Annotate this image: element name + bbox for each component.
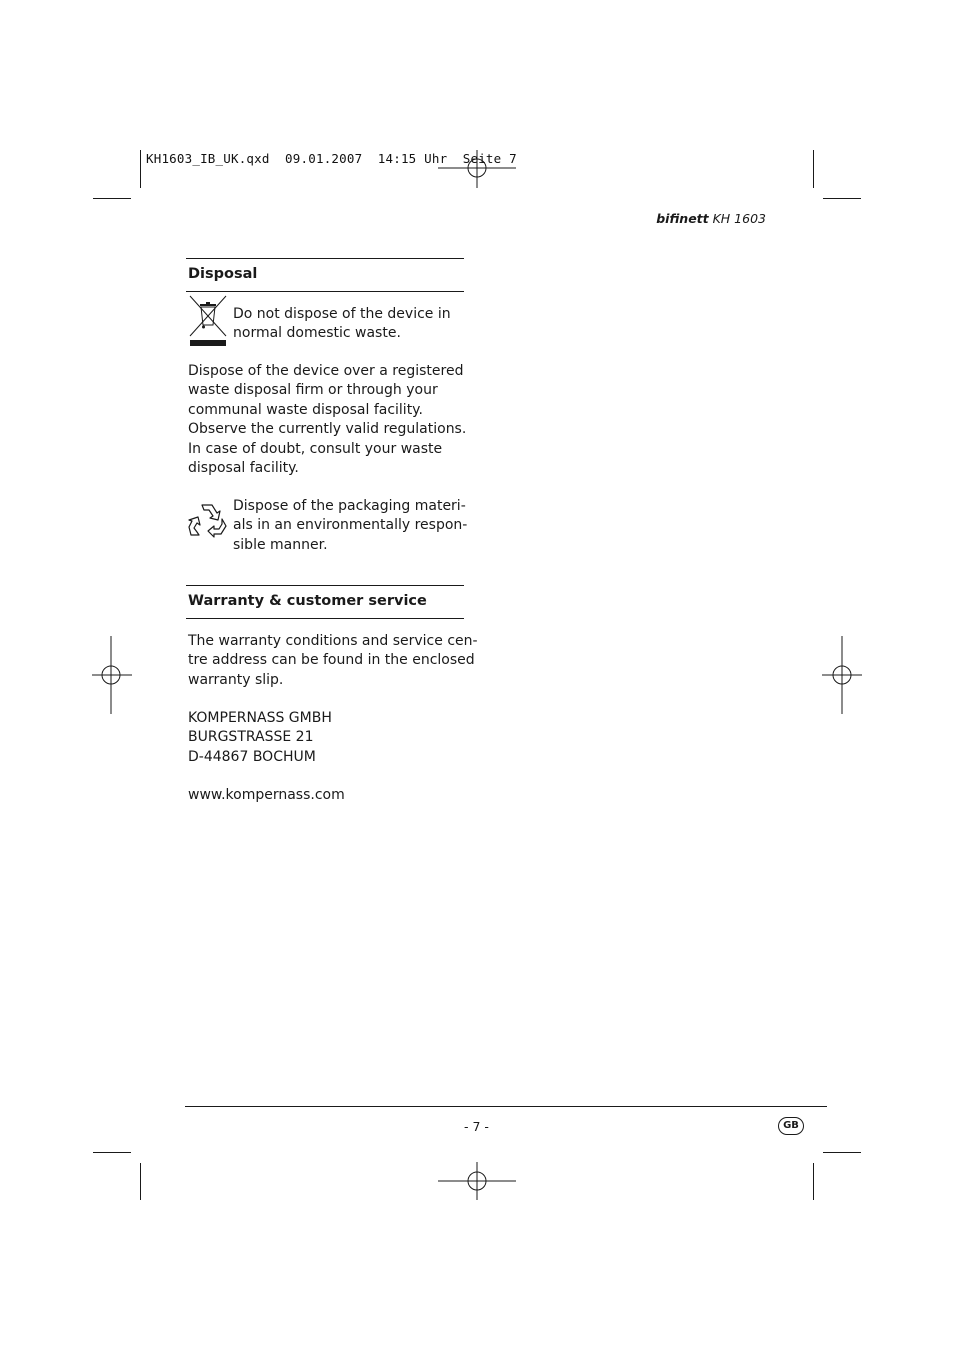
print-slug: KH1603_IB_UK.qxd 09.01.2007 14:15 Uhr Seite 7 [146, 151, 517, 166]
crop-mark [813, 1163, 814, 1200]
section-rule [186, 585, 464, 586]
weee-text: Do not dispose of the device in normal domestic waste. [233, 306, 451, 342]
disposal-body: Dispose of the device over a registered waste disposal firm or through your communal waste disposal facility. Observe the currently valid regulations. In case of doubt, consult your waste disposal facility. [188, 363, 467, 477]
registration-mark-icon [822, 636, 862, 714]
model-number: KH 1603 [712, 211, 766, 226]
crop-mark [813, 150, 814, 188]
company-address: KOMPERNASS GMBH BURGSTRASSE 21 D-44867 BOCHUM [188, 710, 332, 765]
section-rule [186, 291, 464, 292]
recycle-icon [188, 501, 228, 539]
crop-mark [140, 150, 141, 188]
brand-name: bifinett [656, 211, 709, 226]
section-rule [186, 258, 464, 259]
warranty-body: The warranty conditions and service cen- tre address can be found in the enclosed warranty slip. [188, 633, 478, 688]
section-rule [186, 618, 464, 619]
crossed-bin-icon [189, 295, 227, 347]
running-header [656, 211, 766, 226]
country-badge: GB [778, 1117, 804, 1135]
crop-mark [823, 1152, 861, 1153]
crop-mark [93, 198, 131, 199]
crop-mark [140, 1163, 141, 1200]
registration-mark-icon [92, 636, 132, 714]
page-number: - 7 - [464, 1119, 489, 1134]
warranty-heading: Warranty & customer service [188, 593, 427, 609]
packaging-text: Dispose of the packaging materi- als in an environmentally respon- sible manner. [233, 498, 468, 553]
crop-mark [823, 198, 861, 199]
website-link[interactable]: www.kompernass.com [188, 787, 345, 803]
crop-mark [93, 1152, 131, 1153]
registration-mark-icon [438, 1162, 516, 1200]
footer-rule [185, 1106, 827, 1107]
disposal-heading: Disposal [188, 266, 258, 282]
